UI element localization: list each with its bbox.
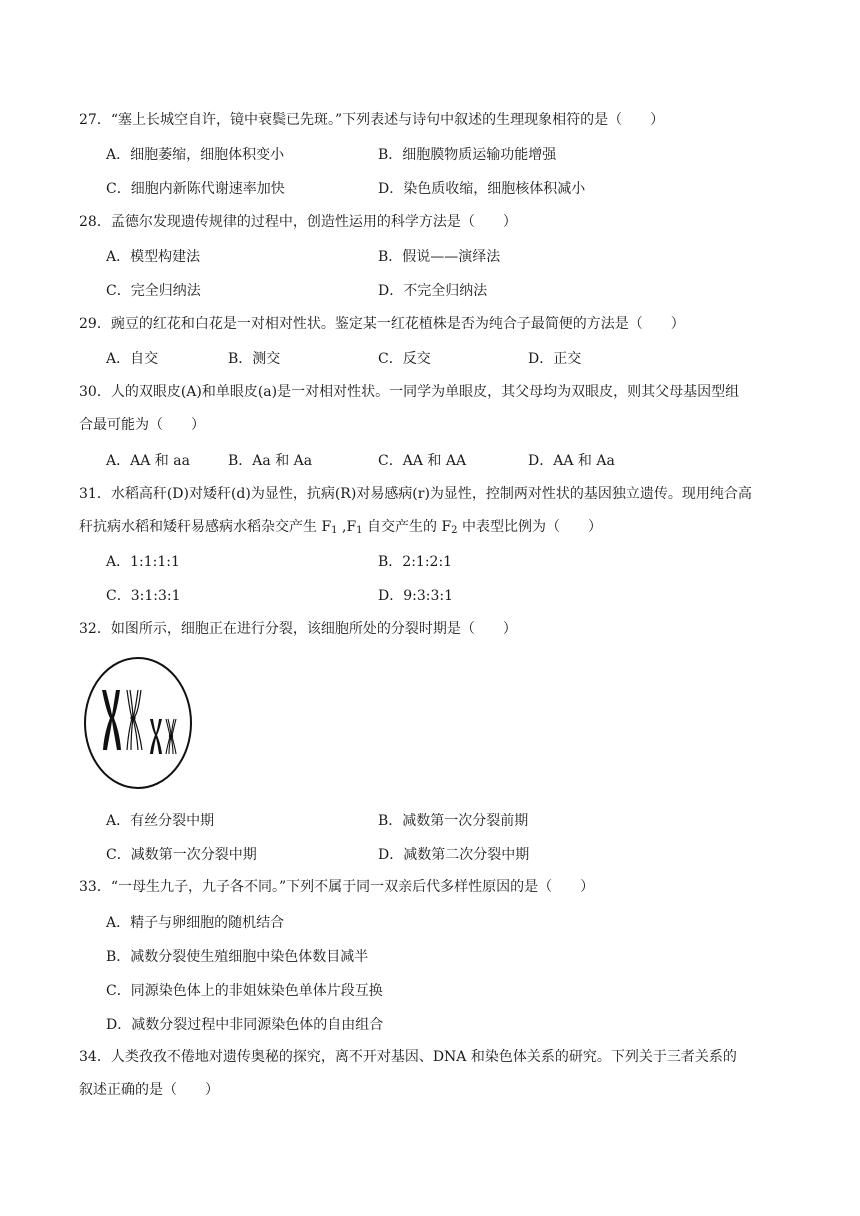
question-31-option-c[interactable]: C．3:1:3:1 <box>106 588 181 604</box>
chromosome-small-black <box>150 719 162 754</box>
question-33-option-row-c <box>106 980 796 1002</box>
question-32-option-b[interactable]: B．减数第一次分裂前期 <box>378 813 529 829</box>
question-31-options-row-2 <box>106 585 796 607</box>
question-27-option-b[interactable]: B．细胞膜物质运输功能增强 <box>378 147 557 163</box>
question-33-option-a[interactable]: A．精子与卵细胞的随机结合 <box>106 915 285 931</box>
cell-division-diagram <box>83 656 193 790</box>
question-27-options-row-2 <box>106 178 796 200</box>
question-33-option-row-a <box>106 912 796 934</box>
question-30-options-row <box>106 450 796 472</box>
question-29-option-d[interactable]: D．正交 <box>528 351 582 367</box>
question-28-option-c[interactable]: C．完全归纳法 <box>106 283 201 299</box>
question-33-stem: 33．“一母生九子，九子各不同。”下列不属于同一双亲后代多样性原因的是（ ） <box>79 879 595 895</box>
question-33-option-row-d <box>106 1014 796 1036</box>
question-29-option-b[interactable]: B．测交 <box>228 351 281 367</box>
question-30-option-a[interactable]: A．AA 和 aa <box>106 453 190 469</box>
chromosome-small-striped <box>166 719 176 754</box>
question-33-option-row-b <box>106 946 796 968</box>
question-31-stem-line-2: 秆抗病水稻和矮秆易感病水稻杂交产生 $F_1$ $,F_1$ 自交产生的 $F_2$ 中表型比例为（ ） <box>79 519 602 536</box>
question-31-stem-line-1: 31．水稻高秆(D)对矮秆(d)为显性，抗病(R)对易感病(r)为显性，控制两对性状的基因独立遗传。现用纯合高 <box>79 486 752 502</box>
question-33-option-d[interactable]: D．减数分裂过程中非同源染色体的自由组合 <box>106 1017 384 1033</box>
question-31-options-row-1 <box>106 551 796 573</box>
question-32-stem: 32．如图所示，细胞正在进行分裂，该细胞所处的分裂时期是（ ） <box>79 621 517 637</box>
question-32-option-a[interactable]: A．有丝分裂中期 <box>106 813 215 829</box>
question-27-options-row-1 <box>106 144 796 166</box>
chromosome-large-black <box>102 690 121 750</box>
question-32-options-row-2 <box>106 844 796 866</box>
question-30-option-c[interactable]: C．AA 和 AA <box>378 453 467 469</box>
question-29-option-a[interactable]: A．自交 <box>106 351 159 367</box>
question-28-stem: 28．孟德尔发现遗传规律的过程中，创造性运用的科学方法是（ ） <box>79 214 517 230</box>
question-34-stem-line-1: 34．人类孜孜不倦地对遗传奥秘的探究，离不开对基因、DNA 和染色体关系的研究。下列关于三者关系的 <box>79 1049 737 1065</box>
question-32-options-row-1 <box>106 810 796 832</box>
question-31-option-a[interactable]: A．1:1:1:1 <box>106 554 180 570</box>
question-30-option-b[interactable]: B．Aa 和 Aa <box>228 453 313 469</box>
question-27-option-a[interactable]: A．细胞萎缩，细胞体积变小 <box>106 147 285 163</box>
question-32-option-c[interactable]: C．减数第一次分裂中期 <box>106 847 257 863</box>
question-30-stem-line-2: 合最可能为（ ） <box>79 417 205 433</box>
question-28-option-b[interactable]: B．假说——演绎法 <box>378 249 501 265</box>
question-29-stem: 29．豌豆的红花和白花是一对相对性状。鉴定某一红花植株是否为纯合子最简便的方法是（ ） <box>79 316 685 332</box>
question-32-option-d[interactable]: D．减数第二次分裂中期 <box>378 847 530 863</box>
question-31-option-d[interactable]: D．9:3:3:1 <box>378 588 454 604</box>
question-33-option-c[interactable]: C．同源染色体上的非姐妹染色单体片段互换 <box>106 983 383 999</box>
question-31-option-b[interactable]: B．2:1:2:1 <box>378 554 453 570</box>
question-29-options-row <box>106 348 796 370</box>
question-30-stem-line-1: 30．人的双眼皮(A)和单眼皮(a)是一对相对性状。一同学为单眼皮，其父母均为双眼皮，则其父母基因型组 <box>79 384 740 400</box>
question-27-option-c[interactable]: C．细胞内新陈代谢速率加快 <box>106 181 285 197</box>
question-33-option-b[interactable]: B．减数分裂使生殖细胞中染色体数目减半 <box>106 949 369 965</box>
question-34-stem-line-2: 叙述正确的是（ ） <box>79 1082 219 1098</box>
question-30-option-d[interactable]: D．AA 和 Aa <box>528 453 615 469</box>
question-29-option-c[interactable]: C．反交 <box>378 351 431 367</box>
question-28-option-d[interactable]: D．不完全归纳法 <box>378 283 488 299</box>
question-28-options-row-2 <box>106 280 796 302</box>
question-28-options-row-1 <box>106 246 796 268</box>
question-27-stem: 27．“塞上长城空自许，镜中衰鬓已先斑。”下列表述与诗句中叙述的生理现象相符的是（ ） <box>79 112 665 128</box>
question-27-option-d[interactable]: D．染色质收缩，细胞核体积减小 <box>378 181 586 197</box>
chromosome-large-striped <box>127 690 142 750</box>
question-28-option-a[interactable]: A．模型构建法 <box>106 249 201 265</box>
